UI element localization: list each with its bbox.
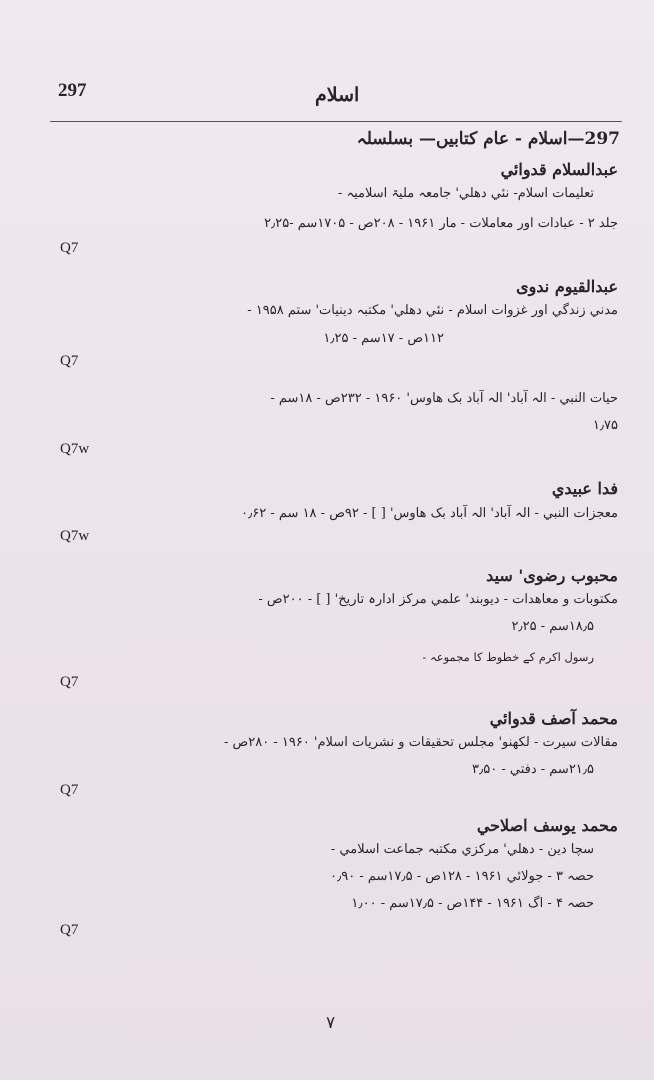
header-rule: [50, 121, 622, 122]
entry-note: رسول اکرم کے خطوط کا مجموعہ -: [422, 650, 594, 664]
entry-author: عبدالسلام قدوائي: [500, 160, 618, 179]
class-mark: Q7w: [60, 441, 90, 457]
page-number: 297: [58, 80, 87, 101]
entry-line: ۱٫۷۵: [592, 418, 618, 433]
class-mark: Q7: [60, 240, 79, 256]
class-mark: Q7: [60, 922, 79, 938]
entry-line: حصہ ۴ - اگ ۱۹۶۱ - ۱۴۴ص - ۱۷٫۵سم - ۱٫۰۰: [351, 896, 594, 911]
entry-line: مدني زندگي اور غزوات اسلام - نئي دهلي' مکتبہ دینیات' ستم ۱۹۵۸ -: [247, 303, 618, 318]
class-mark: Q7: [60, 353, 79, 369]
entry-line: تعلیمات اسلام- نئي دهلي' جامعہ ملیۃ اسلامیہ -: [337, 186, 594, 201]
entry-line: ۱۸٫۵سم - ۲٫۲۵: [511, 619, 594, 634]
entry-author: عبدالقیوم ندوی: [516, 277, 618, 296]
signature-mark: ۷: [326, 1013, 336, 1033]
entry-line: مقالات سیرت - لکهنو' مجلس تحقیقات و نشریات اسلام' ۱۹۶۰ - ۲۸۰ص -: [223, 735, 618, 750]
class-mark: Q7: [60, 782, 79, 798]
entry-line: سچا دین - دهلي' مرکزي مکتبہ جماعت اسلامي -: [330, 842, 594, 857]
entry-line: ۱۱۲ص - ۱۷سم - ۱٫۲۵: [323, 331, 444, 346]
entry-line: جلد ۲ - عبادات اور معاملات - مار ۱۹۶۱ - ۲۰۸ص - ۱۷۰۵سم -۲٫۲۵: [264, 216, 618, 231]
entry-line: مکتوبات و معاهدات - دیوبند' علمي مرکز ادارہ تاریخ' [ ] - ۲۰۰ص -: [258, 592, 618, 607]
entry-line: حصہ ۳ - جولائي ۱۹۶۱ - ۱۲۸ص - ۱۷٫۵سم - ۰٫۹۰: [330, 869, 594, 884]
class-mark: Q7: [60, 674, 79, 690]
section-heading: 297—اسلام - عام کتابیں— بسلسلہ: [356, 129, 620, 149]
entry-line: معجزات النبي - الہ آباد' الہ آباد بک هاوس' [ ] - ۹۲ص - ۱۸ سم - ۰٫۶۲: [241, 506, 618, 521]
entry-line: حیات النبي - الہ آباد' الہ آباد بک هاوس' ۱۹۶۰ - ۲۳۲ص - ۱۸سم -: [270, 391, 618, 406]
entry-author: فدا عبیدي: [551, 479, 618, 498]
entry-author: محبوب رضوی' سید: [486, 566, 618, 585]
entry-author: محمد یوسف اصلاحي: [476, 816, 618, 835]
class-mark: Q7w: [60, 528, 90, 544]
running-title: اسلام: [315, 84, 360, 106]
entry-line: ۲۱٫۵سم - دفتي - ۳٫۵۰: [472, 762, 594, 777]
entry-author: محمد آصف قدوائي: [489, 709, 618, 728]
